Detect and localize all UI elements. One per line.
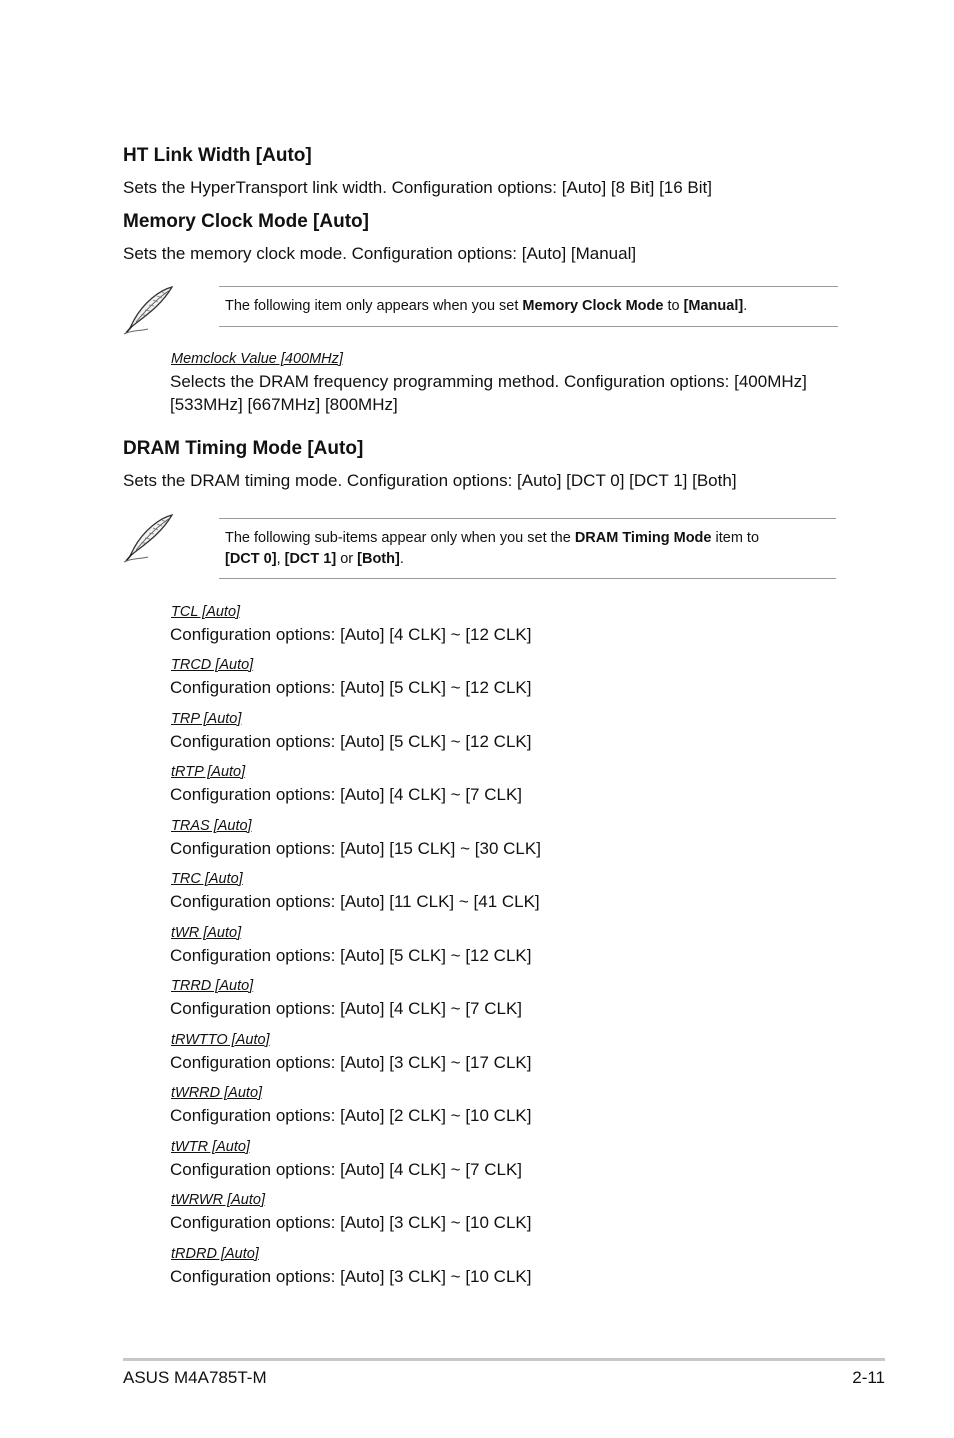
footer-product-name: ASUS M4A785T-M (123, 1368, 267, 1387)
sub-item-desc: Configuration options: [Auto] [11 CLK] ~ [41 CLK] (170, 892, 540, 911)
sub-item-desc: Configuration options: [Auto] [15 CLK] ~ [30 CLK] (170, 839, 541, 858)
note-memory-clock (219, 286, 838, 327)
quill-pen-icon (122, 512, 176, 564)
section-desc-memory-clock-mode: Sets the memory clock mode. Configuration options: [Auto] [Manual] (123, 244, 637, 263)
sub-item-desc: Configuration options: [Auto] [4 CLK] ~ [12 CLK] (170, 625, 532, 644)
sub-item-desc-memclock (170, 370, 807, 416)
note-bold-memory-clock-mode: Memory Clock Mode (522, 298, 664, 314)
sub-item-title: TRRD [Auto] (171, 978, 254, 994)
sub-item-desc: Configuration options: [Auto] [4 CLK] ~ [7 CLK] (170, 1160, 523, 1179)
sub-item-desc: Configuration options: [Auto] [4 CLK] ~ [7 CLK] (170, 999, 523, 1018)
sub-item-title: tRTP [Auto] (171, 764, 246, 780)
sub-item-desc: Configuration options: [Auto] [5 CLK] ~ [12 CLK] (170, 732, 532, 751)
sub-item-title: tWR [Auto] (171, 925, 242, 941)
desc-line: [533MHz] [667MHz] [800MHz] (170, 395, 398, 414)
sub-item-title: TRCD [Auto] (171, 657, 254, 673)
sub-item-desc: Configuration options: [Auto] [3 CLK] ~ [17 CLK] (170, 1053, 532, 1072)
section-title-ht-link-width: HT Link Width [Auto] (123, 145, 312, 166)
section-desc-ht-link-width: Sets the HyperTransport link width. Configuration options: [Auto] [8 Bit] [16 Bit] (123, 178, 712, 197)
note-text-part: item to (711, 530, 760, 546)
note-bold-dct1: [DCT 1] (284, 551, 337, 567)
sub-item-desc: Configuration options: [Auto] [4 CLK] ~ [7 CLK] (170, 785, 523, 804)
section-title-memory-clock-mode: Memory Clock Mode [Auto] (123, 211, 369, 232)
note-text-part: or (336, 551, 358, 567)
sub-item-title: tWRWR [Auto] (171, 1192, 265, 1208)
sub-item-title: TRC [Auto] (171, 871, 243, 887)
footer-divider (123, 1358, 885, 1361)
sub-item-desc: Configuration options: [Auto] [2 CLK] ~ [10 CLK] (170, 1106, 532, 1125)
note-dram-timing (219, 518, 836, 579)
sub-item-desc: Configuration options: [Auto] [5 CLK] ~ [12 CLK] (170, 678, 532, 697)
note-text-part: The following item only appears when you set (225, 298, 523, 314)
sub-item-title: tRDRD [Auto] (171, 1246, 259, 1262)
footer-page-number: 2-11 (852, 1368, 885, 1387)
note-bold-both: [Both] (357, 551, 400, 567)
sub-item-title: TRAS [Auto] (171, 818, 252, 834)
sub-item-title: tWRRD [Auto] (171, 1085, 263, 1101)
sub-item-title: tRWTTO [Auto] (171, 1032, 270, 1048)
note-text (225, 528, 759, 570)
note-text-part: The following sub-items appear only when you set the (225, 530, 575, 546)
note-bold-dct0: [DCT 0] (225, 551, 277, 567)
sub-item-desc: Configuration options: [Auto] [5 CLK] ~ [12 CLK] (170, 946, 532, 965)
desc-line: Selects the DRAM frequency programming method. Configuration options: [400MHz] (170, 372, 807, 391)
section-desc-dram-timing-mode: Sets the DRAM timing mode. Configuration options: [Auto] [DCT 0] [DCT 1] [Both] (123, 471, 737, 490)
quill-pen-icon (122, 284, 176, 336)
note-bold-dram-timing-mode: DRAM Timing Mode (574, 530, 712, 546)
note-text (225, 296, 747, 317)
note-text-part: , (276, 551, 285, 567)
sub-item-desc: Configuration options: [Auto] [3 CLK] ~ [10 CLK] (170, 1267, 532, 1286)
sub-item-title: TCL [Auto] (171, 604, 241, 620)
section-title-dram-timing-mode: DRAM Timing Mode [Auto] (123, 438, 364, 459)
note-text-part: . (399, 551, 404, 567)
sub-item-title: tWTR [Auto] (171, 1139, 250, 1155)
note-bold-manual: [Manual] (683, 298, 744, 314)
note-text-part: . (743, 298, 748, 314)
sub-item-desc: Configuration options: [Auto] [3 CLK] ~ [10 CLK] (170, 1213, 532, 1232)
sub-item-title-memclock: Memclock Value [400MHz] (171, 351, 343, 367)
note-text-part: to (663, 298, 684, 314)
sub-item-title: TRP [Auto] (171, 711, 242, 727)
